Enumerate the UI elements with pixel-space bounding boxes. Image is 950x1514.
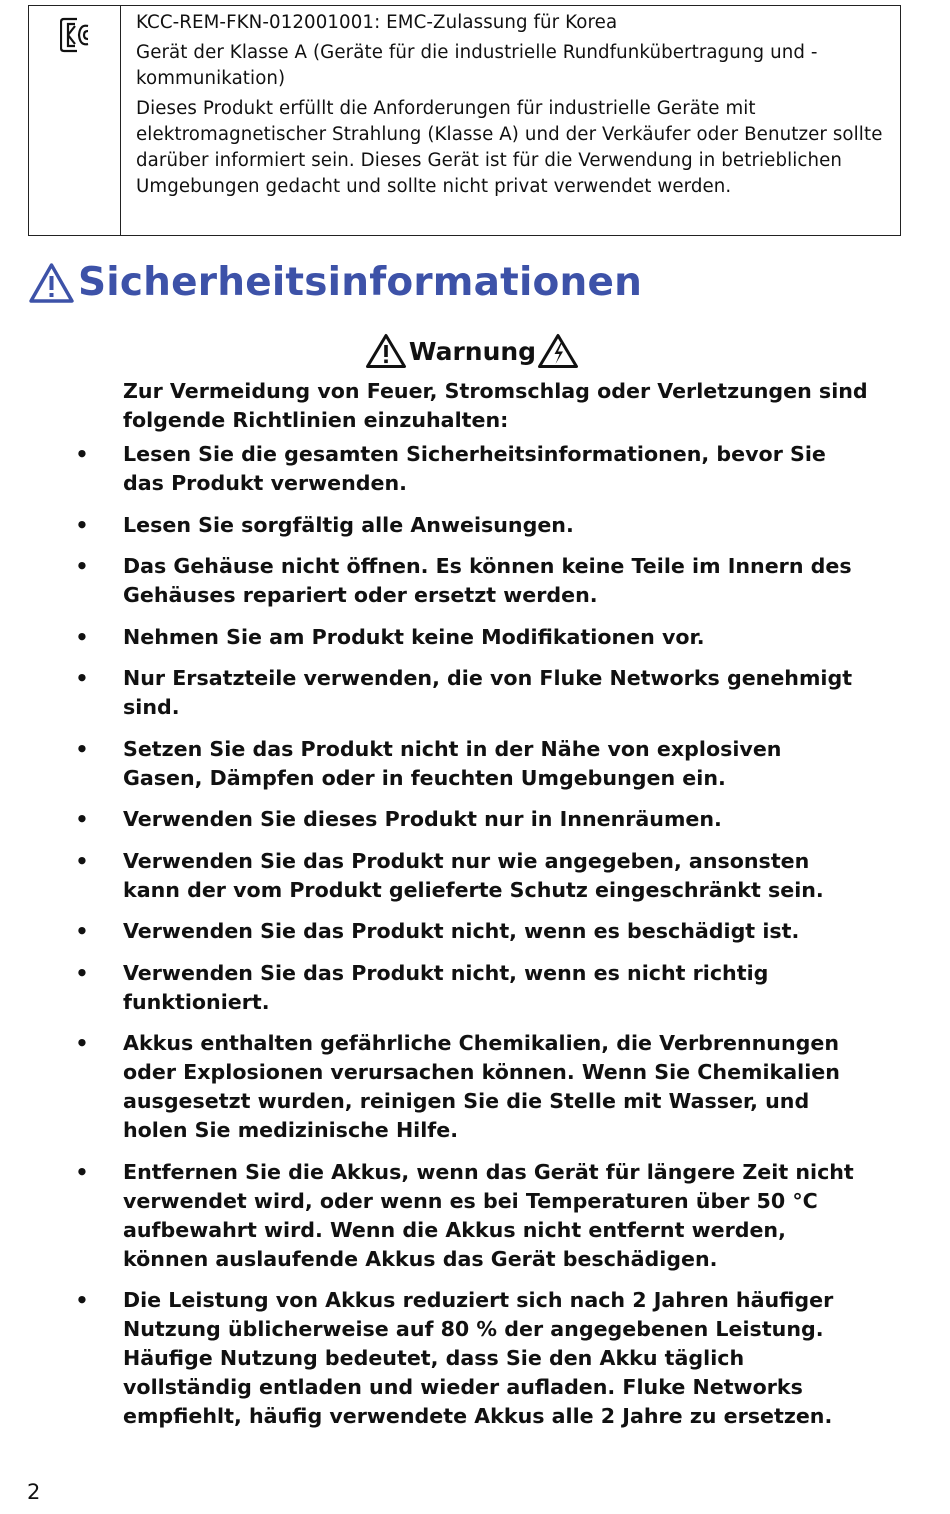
bullet-point: • (75, 554, 89, 578)
bullet-text: Entfernen Sie die Akkus, wenn das Gerät für längere Zeit nicht verwendet wird, oder wenn es bei Temperaturen über 50 °C aufbewahrt wird. Wenn die Akkus nicht entfernt werden, können auslaufende Akkus das Gerät beschädigen. (123, 1159, 854, 1271)
warning-label: Warnung (408, 336, 537, 366)
safety-bullet-item (0, 664, 860, 722)
bullet-text: Akkus enthalten gefährliche Chemikalien, die Verbrennungen oder Explosionen verursachen können. Wenn Sie Chemikalien ausgesetzt wurden, reinigen Sie die Stelle mit Wasser, und holen Sie medizinische Hilfe. (123, 1031, 840, 1142)
bullet-text: Setzen Sie das Produkt nicht in der Nähe von explosiven Gasen, Dämpfen oder in feuchten Umgebungen ein. (123, 736, 782, 790)
section-heading (28, 260, 642, 305)
bullet-point: • (75, 736, 89, 761)
bullet-text: Nehmen Sie am Produkt keine Modifikationen vor. (123, 624, 705, 649)
safety-bullet-item (0, 552, 860, 610)
bullet-point: • (75, 512, 89, 537)
safety-bullet-item (0, 440, 860, 498)
bullet-point: • (75, 960, 89, 985)
bullet-point: • (75, 848, 89, 873)
kcc-class-line: Gerät der Klasse A (Geräte für die industrielle Rundfunkübertragung und -kommunikation) (136, 42, 818, 89)
bullet-text: Lesen Sie die gesamten Sicherheitsinformationen, bevor Sie das Produkt verwenden. (123, 442, 826, 495)
safety-bullet-list (0, 440, 950, 1444)
kc-certification-mark-icon (60, 16, 90, 54)
bullet-text: Nur Ersatzteile verwenden, die von Fluke Networks genehmigt sind. (123, 666, 853, 719)
safety-bullet-item (0, 735, 860, 793)
bullet-point: • (75, 807, 89, 831)
kcc-certification-table (28, 5, 901, 236)
bullet-text: Verwenden Sie das Produkt nicht, wenn es nicht richtig funktioniert. (123, 960, 769, 1014)
electric-shock-triangle-icon (537, 333, 579, 369)
bullet-text: Die Leistung von Akkus reduziert sich nach 2 Jahren häufiger Nutzung üblicherweise auf 80 % der angegebenen Leistung. Häufige Nutzung bedeutet, dass Sie den Akku täglich vollständig entladen und wieder aufladen. Fluke Networks empfiehlt, häufig verwendete Akkus alle 2 Jahre zu ersetzen. (123, 1288, 834, 1428)
kcc-approval-line: KCC-REM-FKN-012001001: EMC-Zulassung für Korea (136, 12, 618, 33)
safety-bullet-item (0, 805, 860, 834)
safety-bullet-item (0, 1029, 860, 1145)
bullet-point: • (75, 1031, 89, 1055)
bullet-text: Das Gehäuse nicht öffnen. Es können keine Teile im Innern des Gehäuses repariert oder ersetzt werden. (123, 554, 852, 607)
safety-bullet-item (0, 623, 860, 652)
safety-bullet-item (0, 917, 860, 946)
safety-bullet-item (0, 511, 860, 540)
bullet-point: • (75, 919, 89, 943)
kcc-text-cell (121, 6, 900, 235)
bullet-point: • (75, 624, 89, 649)
bullet-text: Verwenden Sie das Produkt nur wie angegeben, ansonsten kann der vom Produkt gelieferte Schutz eingeschränkt sein. (123, 848, 824, 902)
section-title: Sicherheitsinformationen (78, 260, 643, 305)
bullet-point: • (75, 666, 89, 690)
safety-bullet-item (0, 1286, 860, 1431)
kcc-notice-text: Dieses Produkt erfüllt die Anforderungen für industrielle Geräte mit elektromagnetischer Strahlung (Klasse A) und der Verkäufer oder Benutzer sollte darüber informiert sein. Dieses Gerät ist für die Verwendung in betrieblichen Umgebungen gedacht und sollte nicht privat verwendet werden. (136, 98, 883, 197)
bullet-point: • (75, 1288, 89, 1312)
bullet-text: Verwenden Sie das Produkt nicht, wenn es beschädigt ist. (123, 919, 800, 943)
safety-bullet-item (0, 1158, 860, 1274)
warning-intro-text: Zur Vermeidung von Feuer, Stromschlag oder Verletzungen sind folgende Richtlinien einzuhalten: (123, 379, 868, 432)
bullet-text: Lesen Sie sorgfältig alle Anweisungen. (123, 512, 574, 537)
bullet-text: Verwenden Sie dieses Produkt nur in Innenräumen. (123, 807, 722, 831)
page-number: 2 (27, 1480, 41, 1504)
safety-bullet-item (0, 847, 860, 905)
warning-heading (0, 333, 950, 369)
safety-bullet-item (0, 959, 860, 1017)
warning-triangle-icon (365, 333, 407, 369)
kcc-logo-cell (29, 6, 121, 235)
warning-triangle-icon (28, 262, 75, 304)
bullet-point: • (75, 1159, 89, 1184)
bullet-point: • (75, 442, 89, 466)
